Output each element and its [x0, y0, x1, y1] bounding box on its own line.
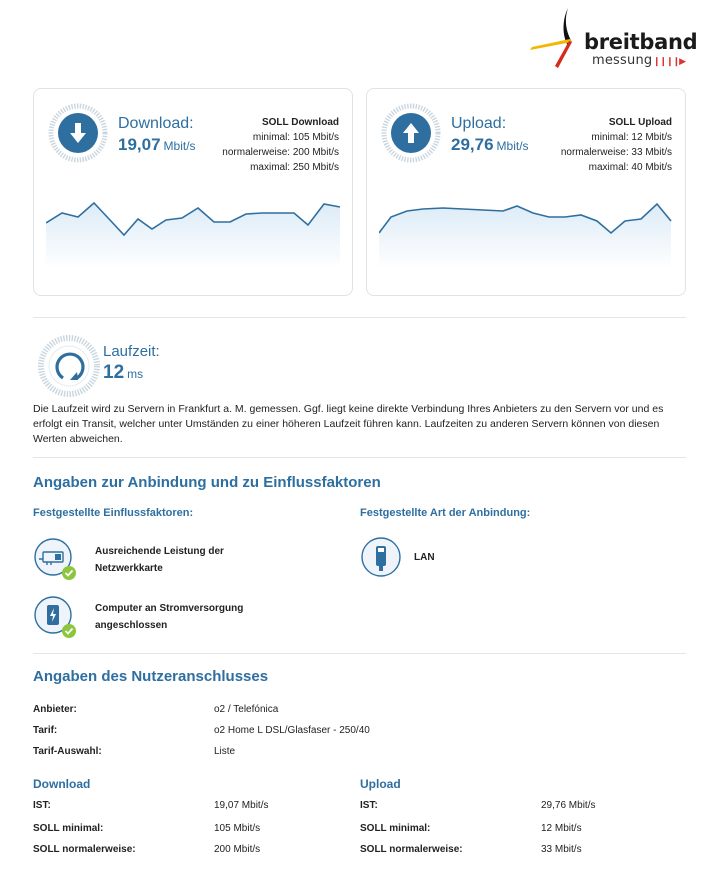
latency-gauge-icon [37, 334, 101, 398]
divider [33, 653, 686, 654]
tariff-selection-label: Tarif-Auswahl: [33, 746, 102, 757]
latency-description: Die Laufzeit wird zu Servern in Frankfurt a. M. gemessen. Ggf. liegt keine direkte Verbindung Ihres Anbieters zu den Servern vor und es erfolgt ein Transit, welcher unter Umständen zu einer höheren Laufzeit führen kann. Laufzeiten zu anderen Servern können von diesen Werten abweichen. [33, 403, 664, 445]
latency-value: 12 ms [103, 362, 144, 383]
provider-value: o2 / Telefónica [214, 704, 279, 715]
network-card-icon [33, 537, 77, 581]
upload-soll-title: SOLL Upload [608, 117, 672, 128]
download-soll-max: maximal: 250 Mbit/s [250, 162, 339, 173]
ul-soll-min-value: 12 Mbit/s [541, 823, 582, 834]
connection-type-lan: LAN [414, 552, 435, 563]
upload-soll-min: minimal: 12 Mbit/s [591, 132, 672, 143]
upload-soll [561, 115, 672, 175]
download-heading: Download [33, 777, 91, 791]
dl-soll-normal-value: 200 Mbit/s [214, 844, 261, 855]
logo-subtitle: messung [592, 53, 653, 68]
upload-chart [379, 189, 675, 269]
factor-network-card: Ausreichende Leistung der Netzwerkkarte [95, 546, 224, 574]
upload-soll-normal: normalerweise: 33 Mbit/s [560, 147, 672, 158]
download-soll-normal: normalerweise: 200 Mbit/s [222, 147, 339, 158]
dl-ist-value: 19,07 Mbit/s [214, 800, 269, 811]
provider-label: Anbieter: [33, 704, 77, 715]
logo-title: breitband [584, 30, 698, 54]
influence-title: Festgestellte Einflussfaktoren: [33, 507, 194, 519]
ul-ist-label: IST: [360, 800, 378, 811]
download-soll [222, 115, 339, 175]
upload-value: 29,76 Mbit/s [451, 135, 529, 154]
ul-soll-normal-value: 33 Mbit/s [541, 844, 582, 855]
download-soll-title: SOLL Download [261, 117, 339, 128]
download-soll-min: minimal: 105 Mbit/s [252, 132, 339, 143]
upload-heading: Upload [360, 777, 401, 791]
upload-card [366, 88, 686, 296]
divider [33, 317, 686, 318]
dl-soll-min-value: 105 Mbit/s [214, 823, 261, 834]
tariff-selection-value: Liste [214, 746, 236, 757]
download-card [33, 88, 353, 296]
ul-soll-normal-label: SOLL normalerweise: [360, 844, 463, 855]
dl-soll-min-label: SOLL minimal: [33, 823, 104, 834]
breitbandmessung-logo [528, 6, 698, 70]
logo-bars-icon: ❙❙❙❙▶ [653, 56, 686, 66]
factor-power-supply: Computer an Stromversorgung angeschlossen [95, 603, 244, 631]
download-value: 19,07 Mbit/s [118, 135, 196, 154]
download-gauge-icon [48, 103, 108, 163]
download-chart [46, 189, 342, 269]
tariff-label: Tarif: [33, 725, 58, 736]
factors-title: Angaben zur Anbindung und zu Einflussfaktoren [33, 474, 381, 491]
lan-cable-icon [360, 537, 404, 581]
upload-gauge-icon [381, 103, 441, 163]
dl-ist-label: IST: [33, 800, 51, 811]
ul-soll-min-label: SOLL minimal: [360, 823, 431, 834]
power-supply-icon [33, 595, 77, 639]
user-connection-title: Angaben des Nutzeranschlusses [33, 668, 269, 685]
divider [33, 457, 686, 458]
dl-soll-normal-label: SOLL normalerweise: [33, 844, 136, 855]
upload-soll-max: maximal: 40 Mbit/s [588, 162, 672, 173]
connection-title: Festgestellte Art der Anbindung: [360, 507, 531, 519]
upload-label: Upload: [451, 115, 507, 132]
tariff-value: o2 Home L DSL/Glasfaser - 250/40 [214, 725, 370, 736]
download-label: Download: [118, 115, 194, 132]
latency-label: Laufzeit: [103, 343, 160, 360]
ul-ist-value: 29,76 Mbit/s [541, 800, 596, 811]
